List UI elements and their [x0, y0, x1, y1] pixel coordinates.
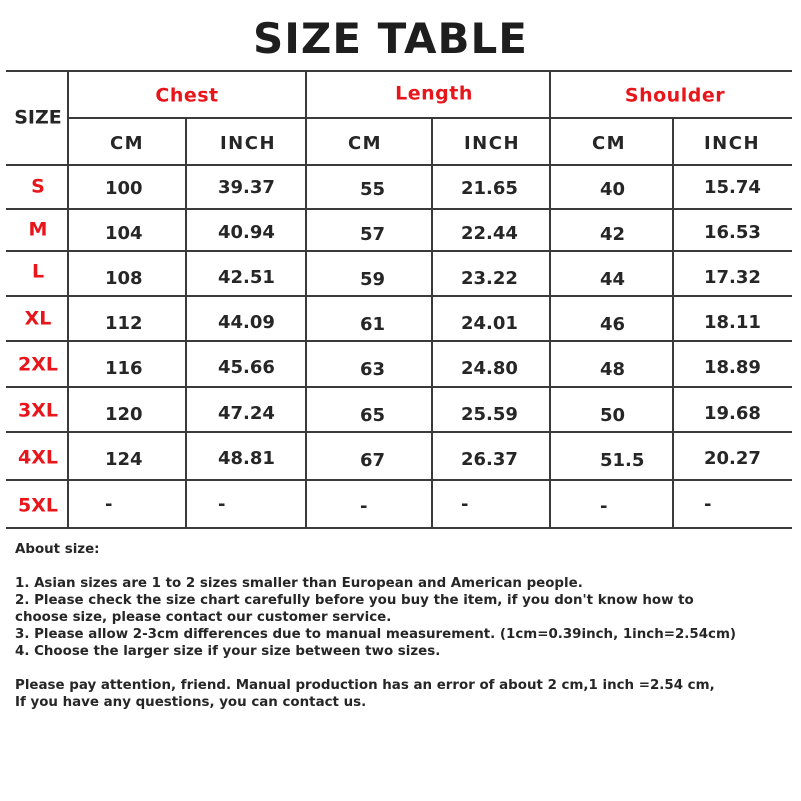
table-cell: -: [704, 494, 712, 515]
size-label-m: M: [28, 218, 48, 241]
note-item: 1. Asian sizes are 1 to 2 sizes smaller than European and American people.: [15, 576, 583, 591]
table-cell: 15.74: [704, 177, 761, 198]
table-cell: 40: [600, 179, 626, 200]
table-cell: 44.09: [218, 312, 275, 333]
footer-note: If you have any questions, you can contact us.: [15, 695, 367, 710]
size-label-s: S: [31, 175, 45, 198]
unit-header-length-cm: CM: [347, 133, 383, 154]
table-cell: 16.53: [704, 222, 761, 243]
size-label-l: L: [31, 260, 45, 283]
table-cell: 42.51: [218, 267, 275, 288]
table-cell: 50: [600, 405, 626, 426]
table-cell: 124: [105, 449, 143, 470]
unit-header-shoulder-inch: INCH: [703, 133, 761, 154]
size-column-header: SIZE: [14, 106, 62, 129]
page-title: SIZE TABLE: [252, 14, 528, 63]
table-cell: 18.11: [704, 312, 761, 333]
table-cell: 108: [105, 268, 143, 289]
table-cell: -: [105, 494, 113, 515]
note-item: 3. Please allow 2-3cm differences due to manual measurement. (1cm=0.39inch, 1inch=2.54cm): [15, 627, 737, 642]
table-cell: 120: [105, 404, 143, 425]
table-cell: 59: [360, 269, 386, 290]
table-cell: 20.27: [704, 448, 761, 469]
table-cell: 19.68: [704, 403, 761, 424]
size-label-xl: XL: [24, 307, 52, 330]
table-cell: 57: [360, 224, 386, 245]
size-notes: [15, 541, 795, 711]
table-cell: -: [461, 494, 469, 515]
table-cell: 25.59: [461, 404, 518, 425]
group-header-length: Length: [395, 82, 473, 105]
table-cell: -: [360, 496, 368, 517]
table-cell: 21.65: [461, 178, 518, 199]
group-header-chest: Chest: [155, 84, 219, 107]
table-cell: 112: [105, 313, 143, 334]
table-cell: 24.80: [461, 358, 518, 379]
table-cell: 40.94: [218, 222, 275, 243]
unit-header-chest-cm: CM: [109, 133, 145, 154]
table-cell: 100: [105, 178, 143, 199]
table-cell: 104: [105, 223, 143, 244]
table-cell: 26.37: [461, 449, 518, 470]
table-cell: 65: [360, 405, 386, 426]
size-label-3xl: 3XL: [18, 399, 58, 422]
table-cell: 24.01: [461, 313, 518, 334]
table-cell: 42: [600, 224, 626, 245]
table-cell: 55: [360, 179, 386, 200]
table-cell: 48: [600, 359, 626, 380]
unit-header-length-inch: INCH: [463, 133, 521, 154]
table-cell: 61: [360, 314, 386, 335]
table-cell: 63: [360, 359, 386, 380]
table-cell: 44: [600, 269, 626, 290]
size-label-4xl: 4XL: [18, 446, 58, 469]
table-cell: 116: [105, 358, 143, 379]
table-cell: 47.24: [218, 403, 275, 424]
size-label-2xl: 2XL: [18, 353, 58, 376]
unit-header-shoulder-cm: CM: [591, 133, 627, 154]
note-item: 4. Choose the larger size if your size between two sizes.: [15, 644, 441, 659]
table-cell: -: [600, 496, 608, 517]
table-cell: -: [218, 494, 226, 515]
table-cell: 45.66: [218, 357, 275, 378]
table-cell: 67: [360, 450, 386, 471]
note-item: 2. Please check the size chart carefully before you buy the item, if you don't know how to: [15, 593, 694, 608]
size-label-5xl: 5XL: [18, 494, 58, 517]
table-cell: 23.22: [461, 268, 518, 289]
note-item: choose size, please contact our customer service.: [15, 610, 392, 625]
unit-header-chest-inch: INCH: [219, 133, 277, 154]
table-cell: 18.89: [704, 357, 761, 378]
group-header-shoulder: Shoulder: [624, 84, 726, 107]
table-cell: 39.37: [218, 177, 275, 198]
table-cell: 51.5: [600, 450, 645, 471]
table-cell: 17.32: [704, 267, 761, 288]
table-cell: 46: [600, 314, 626, 335]
table-cell: 22.44: [461, 223, 518, 244]
table-cell: 48.81: [218, 448, 275, 469]
notes-heading: About size:: [15, 542, 100, 557]
footer-note: Please pay attention, friend. Manual production has an error of about 2 cm,1 inch =2.54 cm,: [15, 678, 715, 693]
